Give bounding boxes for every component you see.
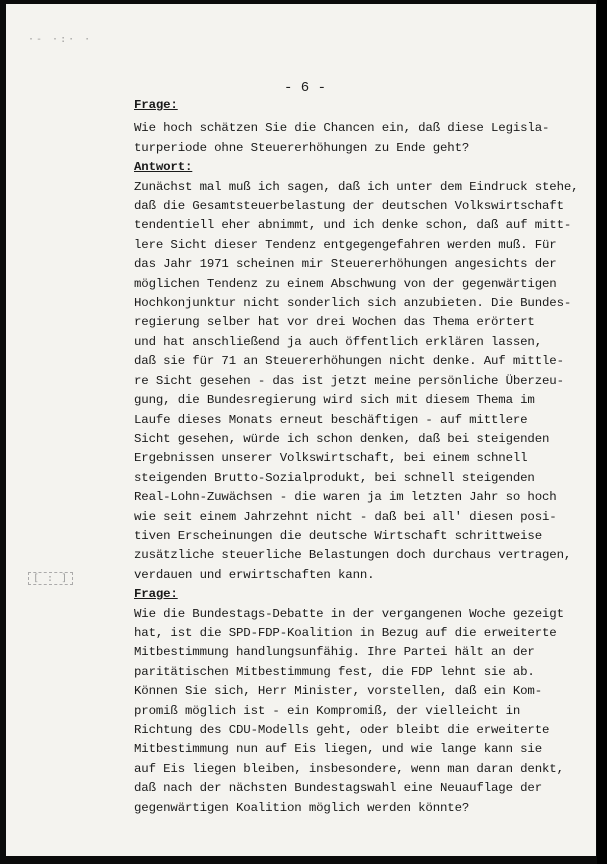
scan-border [597,0,607,864]
page-number: - 6 - [284,80,327,96]
text-line: turperiode ohne Steuererhöhungen zu Ende geht? [134,140,470,155]
text-line: hat, ist die SPD-FDP-Koalition in Bezug auf die erweiterte [134,625,557,640]
document-page [6,4,596,856]
text-line: Laufe dieses Monats erneut beschäftigen - auf mittlere [134,412,528,427]
text-line: tiven Erscheinungen die deutsche Wirtschaft schrittweise [134,528,542,543]
text-line: Real-Lohn-Zuwächsen - die waren ja im letzten Jahr so hoch [134,490,557,505]
text-line: regierung selber hat vor drei Wochen das Thema erörtert [134,315,535,330]
text-line: Mitbestimmung nun auf Eis liegen, und wie lange kann sie [134,742,542,757]
question-label: Frage: [134,587,178,602]
text-line: das Jahr 1971 scheinen mir Steuererhöhungen angesichts der [134,257,557,272]
text-line: paritätischen Mitbestimmung fest, die FDP lehnt sie ab. [134,664,535,679]
text-line: Hochkonjunktur nicht sonderlich sich anzubieten. Die Bundes- [134,296,572,311]
question-label: Frage: [134,98,178,112]
text-line: Sicht gesehen, würde ich schon denken, daß bei steigenden [134,431,550,446]
text-line: Mitbestimmung handlungsunfähig. Ihre Partei hält an der [134,645,535,660]
question-block [134,585,584,818]
text-line: daß die Gesamtsteuerbelastung der deutschen Volkswirtschaft [134,199,564,214]
text-line: Richtung des CDU-Modells geht, oder bleibt die erweiterte [134,723,550,737]
answer-label: Antwort: [134,160,193,175]
text-line: wie seit einem Jahrzehnt nicht - daß bei all' diesen posi- [134,509,557,524]
text-line: Wie hoch schätzen Sie die Chancen ein, daß diese Legisla- [134,121,550,136]
question-block [134,96,584,158]
text-line: gegenwärtigen Koalition möglich werden könnte? [134,800,470,815]
text-line: und hat anschließend ja auch öffentlich erklären lassen, [134,334,542,349]
text-line: daß sie für 71 an Steuererhöhungen nicht denke. Auf mittle- [134,354,564,369]
margin-stamp: [ : ] [28,572,73,585]
text-line: Ergebnissen unserer Volkswirtschaft, bei einem schnell [134,451,528,466]
text-line: re Sicht gesehen - das ist jetzt meine persönliche Überzeu- [134,373,564,388]
margin-marks: ·- ·:· · [28,34,93,45]
answer-block [134,158,584,585]
text-line: daß nach der nächsten Bundestagswahl eine Neuauflage der [134,781,542,796]
text-line: Können Sie sich, Herr Minister, vorstellen, daß ein Kom- [134,684,542,699]
text-line: tendentiell eher abnimmt, und ich denke schon, daß auf mitt- [134,218,572,233]
text-line: möglichen Tendenz zu einem Abschwung von der gegenwärtigen [134,276,557,291]
text-line: Wie die Bundestags-Debatte in der vergangenen Woche gezeigt [134,606,564,621]
text-line: zusätzliche steuerliche Belastungen doch durchaus vertragen, [134,548,572,563]
text-line: gung, die Bundesregierung wird sich mit diesem Thema im [134,393,535,408]
text-line: auf Eis liegen bleiben, insbesondere, wenn man daran denkt, [134,761,564,776]
text-line: verdauen und erwirtschaften kann. [134,567,375,582]
text-line: steigenden Brutto-Sozialprodukt, bei schnell steigenden [134,470,535,485]
text-line: promiß möglich ist - ein Kompromiß, der vielleicht in [134,703,521,718]
text-line: Zunächst mal muß ich sagen, daß ich unter dem Eindruck stehe, [134,179,579,194]
text-line: lere Sicht dieser Tendenz entgegengefahren werden muß. Für [134,237,557,252]
document-body [134,96,584,818]
